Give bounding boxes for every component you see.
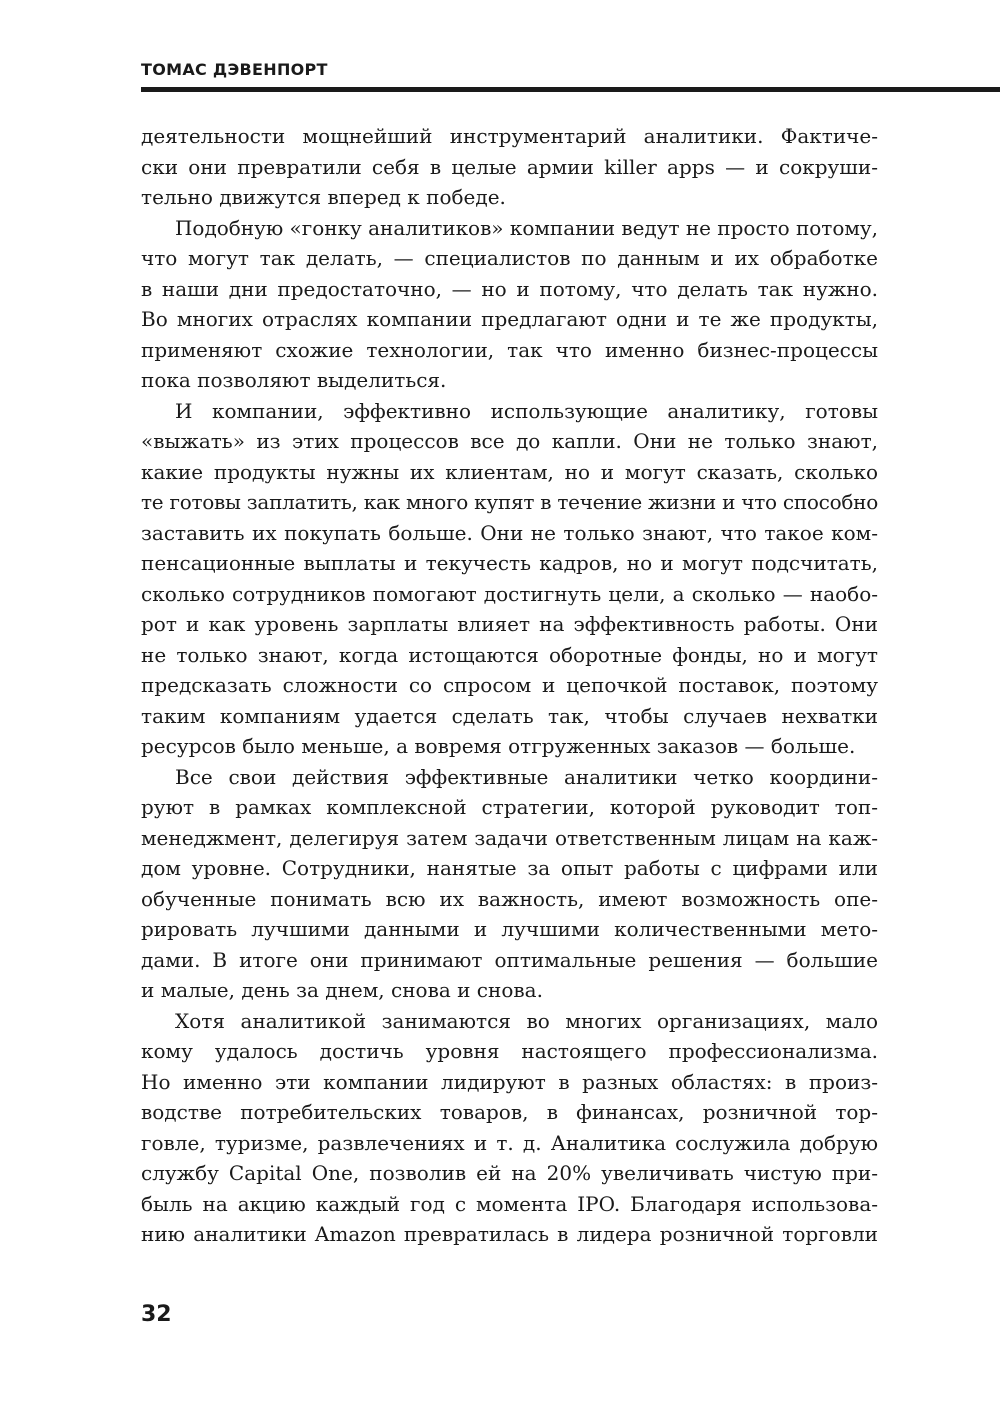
- text-line: ски они превратили себя в целые армии killer apps — и сокруши-: [141, 154, 878, 179]
- header-rule: [141, 87, 1000, 92]
- text-line: службу Capital One, позволив ей на 20% увеличивать чистую при-: [141, 1161, 878, 1185]
- text-line: Все свои действия эффективные аналитики четко координи-: [175, 764, 878, 789]
- text-line: пока позволяют выделиться.: [141, 368, 447, 392]
- text-line: нию аналитики Amazon превратилась в лидера розничной торговли: [141, 1222, 878, 1246]
- text-line: руют в рамках комплексной стратегии, которой руководит топ-: [141, 795, 878, 819]
- text-line: применяют схожие технологии, так что именно бизнес-процессы: [141, 337, 878, 362]
- text-line: быль на акцию каждый год с момента IPO. Благодаря использова-: [141, 1191, 878, 1216]
- text-line: пенсационные выплаты и текучесть кадров, но и могут подсчитать,: [141, 551, 878, 575]
- text-line: дом уровне. Сотрудники, нанятые за опыт работы с цифрами или: [141, 856, 878, 880]
- text-line: предсказать сложности со спросом и цепочкой поставок, поэтому: [141, 673, 878, 697]
- text-line: сколько сотрудников помогают достигнуть цели, а сколько — наобо-: [141, 581, 878, 606]
- text-line: ресурсов было меньше, а вовремя отгруженных заказов — больше.: [141, 734, 856, 758]
- text-line: Во многих отраслях компании предлагают одни и те же продукты,: [141, 307, 878, 331]
- text-line: заставить их покупать больше. Они не только знают, что такое ком-: [141, 520, 878, 545]
- text-line: и малые, день за днем, снова и снова.: [141, 978, 543, 1002]
- text-line: И компании, эффективно использующие аналитику, готовы: [175, 398, 878, 423]
- text-line: какие продукты нужны их клиентам, но и могут сказать, сколько: [141, 459, 878, 484]
- text-line: обученные понимать всю их важность, имеют возможность опе-: [141, 886, 878, 911]
- text-line: менеджмент, делегируя затем задачи ответственным лицам на каж-: [141, 825, 878, 850]
- running-head: ТОМАС ДЭВЕНПОРТ: [141, 60, 328, 79]
- text-line: говле, туризме, развлечениях и т. д. Аналитика сослужила добрую: [141, 1130, 878, 1155]
- text-line: «выжать» из этих процессов все до капли. Они не только знают,: [141, 429, 878, 453]
- text-line: водстве потребительских товаров, в финансах, розничной тор-: [141, 1100, 878, 1124]
- text-line: тельно движутся вперед к победе.: [141, 185, 506, 209]
- text-line: те готовы заплатить, как много купят в течение жизни и что способно: [141, 490, 878, 514]
- text-line: Но именно эти компании лидируют в разных областях: в произ-: [141, 1069, 878, 1094]
- text-line: Хотя аналитикой занимаются во многих организациях, мало: [175, 1008, 878, 1033]
- text-line: рот и как уровень зарплаты влияет на эффективность работы. Они: [141, 612, 878, 636]
- text-line: деятельности мощнейший инструментарий аналитики. Фактиче-: [141, 124, 878, 148]
- text-line: в наши дни предостаточно, — но и потому, что делать так нужно.: [141, 276, 878, 301]
- body-text: [141, 121, 878, 1250]
- text-line: кому удалось достичь уровня настоящего профессионализма.: [141, 1039, 878, 1063]
- text-line: таким компаниям удается сделать так, чтобы случаев нехватки: [141, 703, 878, 728]
- page-number: 32: [141, 1302, 172, 1327]
- text-line: не только знают, когда истощаются оборотные фонды, но и могут: [141, 642, 878, 667]
- text-line: что могут так делать, — специалистов по данным и их обработке: [141, 246, 878, 270]
- text-line: рировать лучшими данными и лучшими количественными мето-: [141, 917, 878, 941]
- text-line: Подобную «гонку аналитиков» компании ведут не просто потому,: [175, 215, 878, 240]
- text-line: дами. В итоге они принимают оптимальные решения — большие: [141, 947, 878, 972]
